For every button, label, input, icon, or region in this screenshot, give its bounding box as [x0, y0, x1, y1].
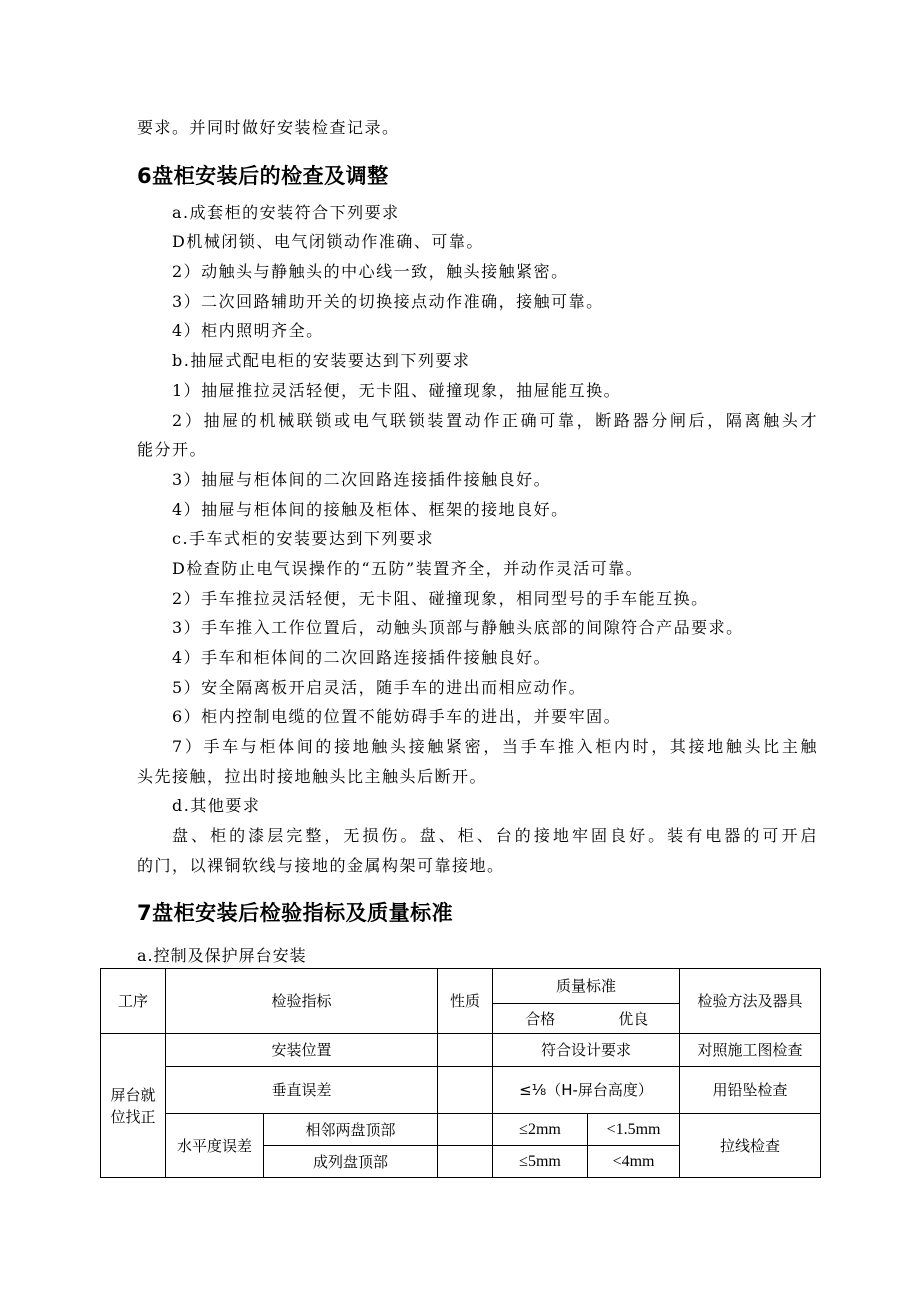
process-cell: 屏台就位找正	[101, 1034, 166, 1178]
quality-standard-table	[100, 968, 821, 1178]
header-qualified: 合格	[493, 1004, 588, 1034]
document-page	[137, 113, 818, 968]
nature-cell	[438, 1146, 493, 1178]
paragraph-line: 盘、柜的漆层完整，无损伤。盘、柜、台的接地牢固良好。装有电器的可开启	[172, 826, 818, 846]
nature-cell	[438, 1034, 493, 1067]
section-6-heading: 6盘柜安装后的检查及调整	[137, 163, 389, 188]
paragraph-line: 5）安全隔离板开启灵活，随手车的进出而相应动作。	[172, 677, 587, 697]
paragraph-line: 2）抽屉的机械联锁或电气联锁装置动作正确可靠，断路器分闸后，隔离触头才	[172, 410, 818, 430]
paragraph-line: a.成套柜的安装符合下列要求	[172, 202, 400, 222]
header-method: 检验方法及器具	[680, 969, 821, 1034]
paragraph-line: 能分开。	[137, 440, 208, 460]
intro-line: 要求。并同时做好安装检查记录。	[137, 118, 400, 137]
paragraph-line: D机械闭锁、电气闭锁动作准确、可靠。	[172, 232, 484, 252]
method-cell: 用铅坠检查	[680, 1067, 821, 1114]
header-quality-standard: 质量标准	[493, 969, 680, 1004]
paragraph-line: 3）抽屉与柜体间的二次回路连接插件接触良好。	[172, 469, 552, 489]
indicator-cell: 相邻两盘顶部	[264, 1114, 438, 1146]
table-row	[101, 1034, 821, 1067]
excellent-cell: <4mm	[588, 1146, 680, 1178]
indicator-cell: 垂直误差	[166, 1067, 438, 1114]
indicator-cell: 成列盘顶部	[264, 1146, 438, 1178]
paragraph-line: 3）手车推入工作位置后，动触头顶部与静触头底部的间隙符合产品要求。	[172, 618, 744, 638]
header-excellent: 优良	[588, 1004, 680, 1034]
paragraph-line: 3）二次回路辅助开关的切换接点动作准确，接触可靠。	[172, 291, 604, 311]
paragraph-line: 2）手车推拉灵活轻便，无卡阻、碰撞现象，相同型号的手车能互换。	[172, 588, 709, 608]
indicator-group-cell: 水平度误差	[166, 1114, 264, 1178]
paragraph-line: 4）抽屉与柜体间的接触及柜体、框架的接地良好。	[172, 499, 569, 519]
table-header-row	[101, 969, 821, 1004]
table-row	[101, 1114, 821, 1146]
paragraph-line: D检查防止电气误操作的“五防”装置齐全，并动作灵活可靠。	[172, 558, 644, 578]
qualified-cell: ≤2mm	[493, 1114, 588, 1146]
paragraph-line: 6）柜内控制电缆的位置不能妨碍手车的进出，并要牢固。	[172, 707, 622, 727]
table-caption: a.控制及保护屏台安装	[137, 945, 307, 965]
paragraph-line: d.其他要求	[172, 796, 261, 816]
paragraph-line: 1）抽屉推拉灵活轻便，无卡阻、碰撞现象，抽屉能互换。	[172, 380, 622, 400]
standard-cell: 符合设计要求	[493, 1034, 680, 1067]
table-row	[101, 1067, 821, 1114]
header-indicator: 检验指标	[166, 969, 438, 1034]
paragraph-line: 4）手车和柜体间的二次回路连接插件接触良好。	[172, 648, 552, 667]
paragraph-line: 4）柜内照明齐全。	[172, 321, 324, 341]
paragraph-line: 头先接触，拉出时接地触头比主触头后断开。	[137, 766, 488, 786]
nature-cell	[438, 1067, 493, 1114]
nature-cell	[438, 1114, 493, 1146]
method-cell: 拉线检查	[680, 1114, 821, 1178]
header-process: 工序	[101, 969, 166, 1034]
paragraph-line: b.抽屉式配电柜的安装要达到下列要求	[172, 351, 471, 371]
header-nature: 性质	[438, 969, 493, 1034]
paragraph-line: c.手车式柜的安装要达到下列要求	[172, 529, 435, 549]
indicator-cell: 安装位置	[166, 1034, 438, 1067]
table-container	[100, 968, 820, 1178]
paragraph-line: 的门，以裸铜软线与接地的金属构架可靠接地。	[137, 855, 505, 875]
qualified-cell: ≤5mm	[493, 1146, 588, 1178]
paragraph-line: 7）手车与柜体间的接地触头接触紧密，当手车推入柜内时，其接地触头比主触	[172, 737, 818, 757]
paragraph-line: 2）动触头与静触头的中心线一致，触头接触紧密。	[172, 262, 569, 282]
excellent-cell: <1.5mm	[588, 1114, 680, 1146]
method-cell: 对照施工图检查	[680, 1034, 821, 1067]
section-7-heading: 7盘柜安装后检验指标及质量标准	[137, 900, 454, 925]
standard-cell: ≤⅛（H-屏台高度）	[493, 1067, 680, 1114]
